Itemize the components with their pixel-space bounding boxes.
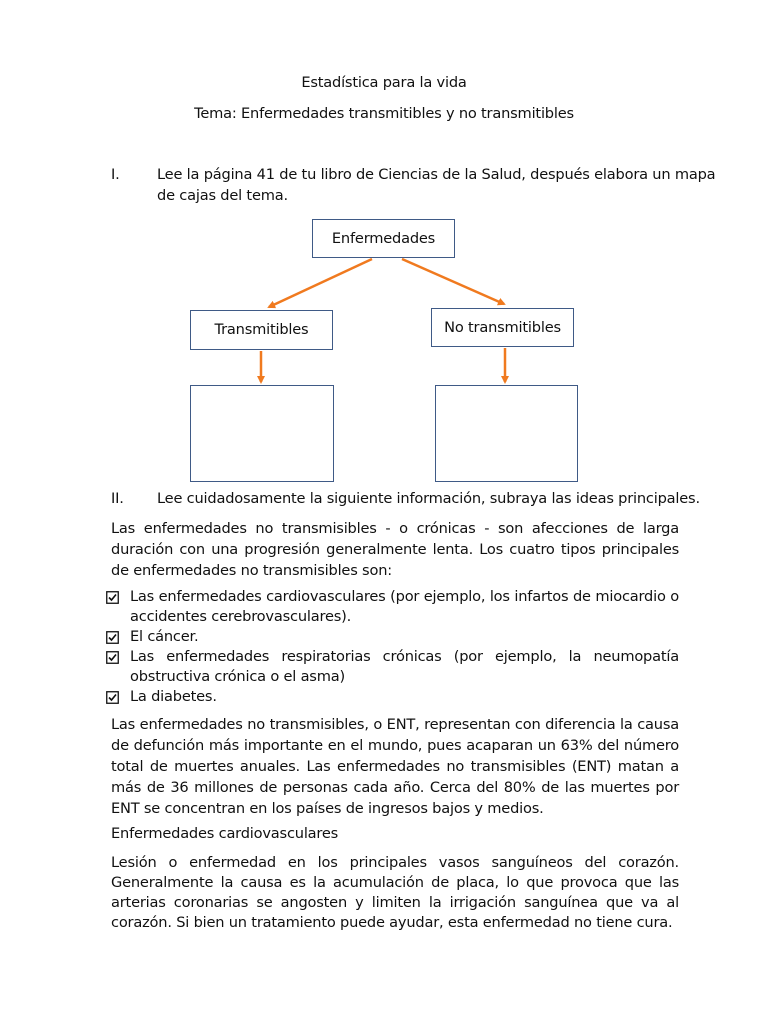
map-box-no-transmitibles: No transmitibles bbox=[431, 308, 574, 347]
checkbox-icon bbox=[106, 631, 119, 644]
checkbox-icon bbox=[106, 651, 119, 664]
ent-paragraph: Las enfermedades no transmisibles, o ENT, representan con diferencia la causa de defunción más importante en el mundo, pues acaparan un 63% del número total de muertes anuales. Las enfermedades no transmisibles (ENT) matan a más de 36 millones de personas cada año. Cerca del 80% de las muertes por ENT se concentran en los países de ingresos bajos y medios. bbox=[111, 716, 679, 817]
list-item: Las enfermedades respiratorias crónicas (por ejemplo, la neumopatía obstructiva crónica o el asma) bbox=[130, 648, 679, 685]
page-subtitle: Tema: Enfermedades transmitibles y no transmitibles bbox=[194, 105, 574, 122]
section-1-numeral: I. bbox=[111, 166, 120, 183]
section-2-numeral: II. bbox=[111, 490, 124, 507]
section-2-instruction: Lee cuidadosamente la siguiente información, subraya las ideas principales. bbox=[157, 490, 700, 507]
list-item: El cáncer. bbox=[130, 628, 199, 645]
map-empty-box-right[interactable] bbox=[435, 385, 578, 482]
map-box-enfermedades: Enfermedades bbox=[312, 219, 455, 258]
arrow-root-to-no-transmitibles bbox=[402, 259, 504, 304]
list-item: La diabetes. bbox=[130, 688, 217, 705]
cardio-paragraph: Lesión o enfermedad en los principales vasos sanguíneos del corazón. Generalmente la causa es la acumulación de placa, lo que provoca que las arterias coronarias se angosten y limiten la irrigación sanguínea que va al corazón. Si bien un tratamiento puede ayudar, esta enfermedad no tiene cura. bbox=[111, 854, 679, 931]
cardio-heading: Enfermedades cardiovasculares bbox=[111, 825, 339, 842]
arrow-root-to-transmitibles bbox=[269, 259, 372, 307]
section-1-instruction-line-1: Lee la página 41 de tu libro de Ciencias de la Salud, después elabora un mapa bbox=[157, 166, 716, 183]
map-box-transmitibles: Transmitibles bbox=[190, 310, 333, 350]
intro-paragraph: Las enfermedades no transmisibles - o crónicas - son afecciones de larga duración con una progresión generalmente lenta. Los cuatro tipos principales de enfermedades no transmisibles son: bbox=[111, 520, 679, 579]
list-item: Las enfermedades cardiovasculares (por ejemplo, los infartos de miocardio o accidentes cerebrovasculares). bbox=[130, 588, 679, 625]
map-empty-box-left[interactable] bbox=[190, 385, 334, 482]
page-title: Estadística para la vida bbox=[301, 74, 467, 91]
checkbox-icon bbox=[106, 591, 119, 604]
section-1-instruction-line-2: de cajas del tema. bbox=[157, 187, 288, 204]
checkbox-icon bbox=[106, 691, 119, 704]
